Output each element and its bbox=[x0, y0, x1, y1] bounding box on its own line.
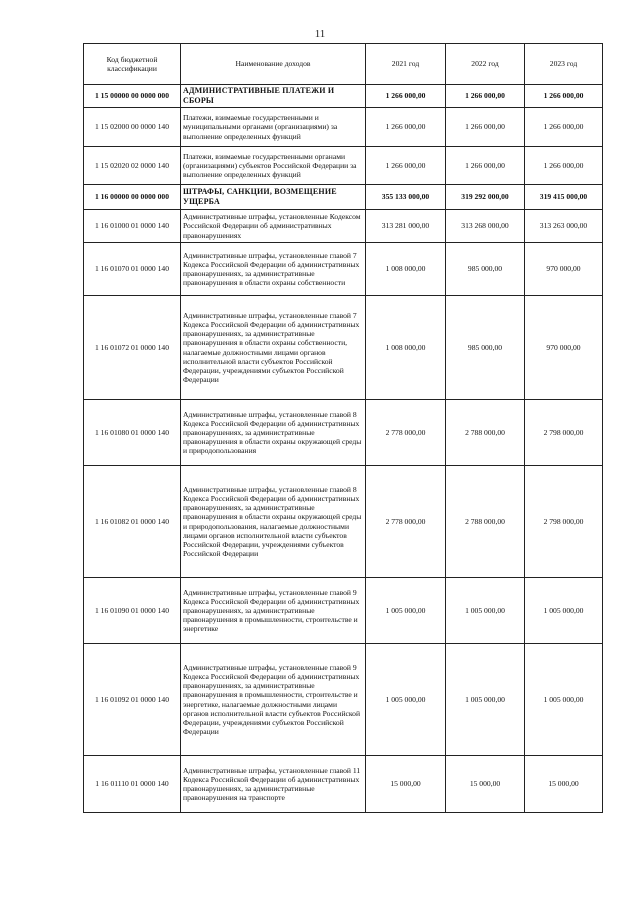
table-row bbox=[84, 644, 603, 756]
row-value-2021: 1 266 000,00 bbox=[366, 85, 446, 108]
row-code: 1 16 00000 00 0000 000 bbox=[84, 185, 181, 210]
table-row bbox=[84, 210, 603, 243]
row-value-2023: 313 263 000,00 bbox=[525, 210, 603, 243]
row-name: Административные штрафы, установленные главой 7 Кодекса Российской Федерации об административных правонарушениях, за административные правонарушения в области охраны собственности, налагаемые должностными лицами органов исполнительной власти субъектов Российской Федерации, учреждениями субъектов Российской Федерации bbox=[181, 296, 366, 400]
row-value-2022: 1 266 000,00 bbox=[446, 108, 525, 147]
row-value-2022: 313 268 000,00 bbox=[446, 210, 525, 243]
row-name: Административные штрафы, установленные главой 7 Кодекса Российской Федерации об административных правонарушениях, за административные правонарушения в области охраны собственности bbox=[181, 243, 366, 296]
row-value-2021: 1 008 000,00 bbox=[366, 296, 446, 400]
table-row bbox=[84, 185, 603, 210]
table-row bbox=[84, 578, 603, 644]
row-value-2023: 2 798 000,00 bbox=[525, 400, 603, 466]
table-header bbox=[84, 44, 603, 85]
page-number: 11 bbox=[314, 28, 326, 40]
row-code: 1 16 01092 01 0000 140 bbox=[84, 644, 181, 756]
row-value-2023: 1 005 000,00 bbox=[525, 578, 603, 644]
row-value-2021: 313 281 000,00 bbox=[366, 210, 446, 243]
table-row bbox=[84, 756, 603, 813]
row-value-2021: 1 008 000,00 bbox=[366, 243, 446, 296]
row-value-2023: 1 005 000,00 bbox=[525, 644, 603, 756]
table-row bbox=[84, 108, 603, 147]
table-row bbox=[84, 147, 603, 185]
table-row bbox=[84, 243, 603, 296]
row-name: АДМИНИСТРАТИВНЫЕ ПЛАТЕЖИ И СБОРЫ bbox=[181, 85, 366, 108]
row-code: 1 16 01110 01 0000 140 bbox=[84, 756, 181, 813]
row-code: 1 15 02000 00 0000 140 bbox=[84, 108, 181, 147]
row-value-2022: 15 000,00 bbox=[446, 756, 525, 813]
row-code: 1 16 01090 01 0000 140 bbox=[84, 578, 181, 644]
row-code: 1 16 01000 01 0000 140 bbox=[84, 210, 181, 243]
table-row bbox=[84, 85, 603, 108]
row-name: Административные штрафы, установленные главой 9 Кодекса Российской Федерации об административных правонарушениях, за административные правонарушения в промышленности, строительстве и энергетике, налагаемые должностными лицами органов исполнительной власти субъектов Российской Федерации, учреждениями субъектов Российской Федерации bbox=[181, 644, 366, 756]
row-value-2021: 1 266 000,00 bbox=[366, 108, 446, 147]
table-row bbox=[84, 466, 603, 578]
table-row bbox=[84, 400, 603, 466]
row-value-2021: 355 133 000,00 bbox=[366, 185, 446, 210]
row-name: ШТРАФЫ, САНКЦИИ, ВОЗМЕЩЕНИЕ УЩЕРБА bbox=[181, 185, 366, 210]
row-code: 1 16 01072 01 0000 140 bbox=[84, 296, 181, 400]
row-value-2021: 15 000,00 bbox=[366, 756, 446, 813]
row-value-2022: 985 000,00 bbox=[446, 296, 525, 400]
row-value-2021: 1 266 000,00 bbox=[366, 147, 446, 185]
row-code: 1 15 00000 00 0000 000 bbox=[84, 85, 181, 108]
header-name: Наименование доходов bbox=[181, 44, 366, 85]
row-value-2022: 1 266 000,00 bbox=[446, 147, 525, 185]
row-name: Административные штрафы, установленные главой 8 Кодекса Российской Федерации об административных правонарушениях, за административные правонарушения в области охраны окружающей среды и природопользования bbox=[181, 400, 366, 466]
row-name: Административные штрафы, установленные главой 11 Кодекса Российской Федерации об административных правонарушениях, за административные правонарушения на транспорте bbox=[181, 756, 366, 813]
row-code: 1 15 02020 02 0000 140 bbox=[84, 147, 181, 185]
row-value-2022: 2 788 000,00 bbox=[446, 466, 525, 578]
row-name: Административные штрафы, установленные главой 8 Кодекса Российской Федерации об административных правонарушениях, за административные правонарушения в области охраны окружающей среды и природопользования, налагаемые должностными лицами органов исполнительной власти субъектов Российской Федерации, учреждениями субъектов Российской Федерации bbox=[181, 466, 366, 578]
row-name: Административные штрафы, установленные Кодексом Российской Федерации об административных правонарушениях bbox=[181, 210, 366, 243]
header-code: Код бюджетной классификации bbox=[84, 44, 181, 85]
row-value-2022: 319 292 000,00 bbox=[446, 185, 525, 210]
row-code: 1 16 01070 01 0000 140 bbox=[84, 243, 181, 296]
header-2021: 2021 год bbox=[366, 44, 446, 85]
row-name: Административные штрафы, установленные главой 9 Кодекса Российской Федерации об административных правонарушениях, за административные правонарушения в промышленности, строительстве и энергетике bbox=[181, 578, 366, 644]
row-value-2023: 319 415 000,00 bbox=[525, 185, 603, 210]
row-value-2022: 1 266 000,00 bbox=[446, 85, 525, 108]
row-value-2023: 15 000,00 bbox=[525, 756, 603, 813]
row-value-2022: 1 005 000,00 bbox=[446, 578, 525, 644]
revenue-table bbox=[83, 43, 603, 813]
row-value-2023: 1 266 000,00 bbox=[525, 108, 603, 147]
row-value-2021: 1 005 000,00 bbox=[366, 578, 446, 644]
row-value-2022: 2 788 000,00 bbox=[446, 400, 525, 466]
row-value-2023: 1 266 000,00 bbox=[525, 147, 603, 185]
table-row bbox=[84, 296, 603, 400]
row-value-2023: 1 266 000,00 bbox=[525, 85, 603, 108]
row-name: Платежи, взимаемые государственными органами (организациями) субъектов Российской Федерации за выполнение определенных функций bbox=[181, 147, 366, 185]
row-value-2023: 970 000,00 bbox=[525, 296, 603, 400]
table-body bbox=[84, 85, 603, 813]
header-2023: 2023 год bbox=[525, 44, 603, 85]
row-name: Платежи, взимаемые государственными и муниципальными органами (организациями) за выполнение определенных функций bbox=[181, 108, 366, 147]
row-value-2021: 2 778 000,00 bbox=[366, 466, 446, 578]
row-value-2021: 1 005 000,00 bbox=[366, 644, 446, 756]
row-code: 1 16 01082 01 0000 140 bbox=[84, 466, 181, 578]
row-value-2022: 1 005 000,00 bbox=[446, 644, 525, 756]
row-value-2021: 2 778 000,00 bbox=[366, 400, 446, 466]
header-row bbox=[84, 44, 603, 85]
row-code: 1 16 01080 01 0000 140 bbox=[84, 400, 181, 466]
row-value-2022: 985 000,00 bbox=[446, 243, 525, 296]
header-2022: 2022 год bbox=[446, 44, 525, 85]
row-value-2023: 2 798 000,00 bbox=[525, 466, 603, 578]
row-value-2023: 970 000,00 bbox=[525, 243, 603, 296]
